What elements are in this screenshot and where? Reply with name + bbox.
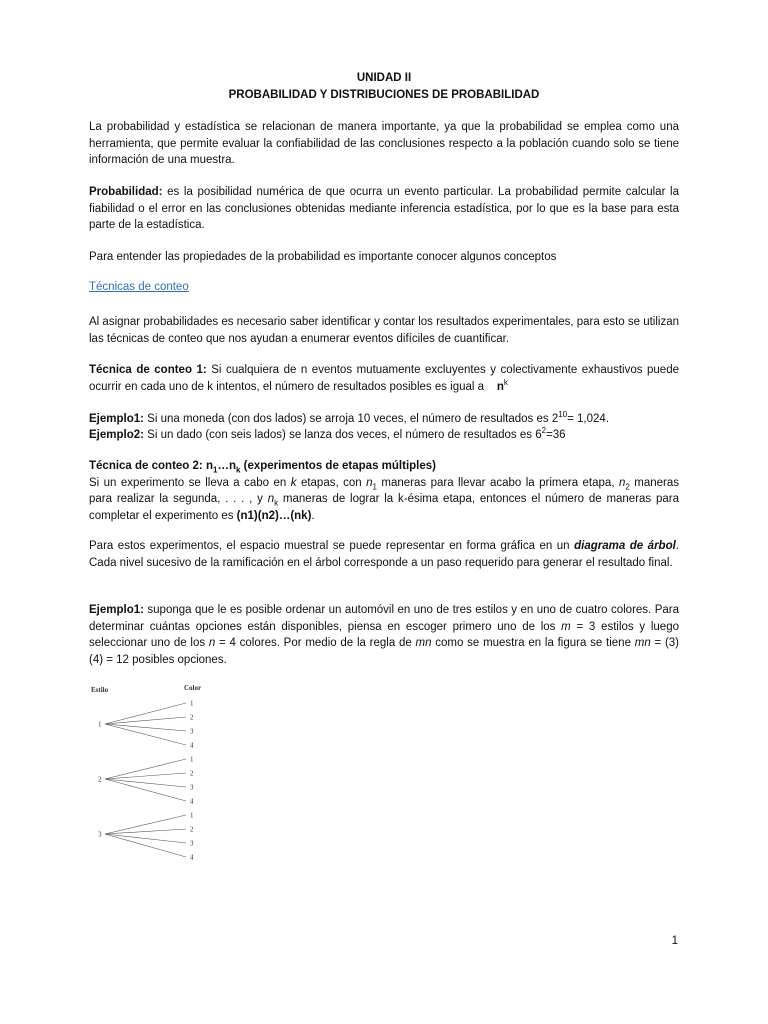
tree-color-label: 4 <box>190 741 194 750</box>
ejemplo1-base: 2 <box>551 413 559 425</box>
tree-branch-line <box>105 717 186 724</box>
diagrama-paragraph: Para estos experimentos, el espacio muestral se puede representar en forma gráfica en un diagrama de árbol. Cada nivel sucesivo de la ramificación en el árbol corresponde a un paso requerido para generar el resultado final. <box>89 540 679 569</box>
intro-paragraph: La probabilidad y estadística se relacionan de manera importante, ya que la probabilidad se emplea como una herramienta, que permite evaluar la confiabilidad de las conclusiones respecto a la población cuando solo se tiene información de una muestra. <box>89 121 679 166</box>
tecnica1-term: Técnica de conteo 1: <box>89 364 207 376</box>
tecnica1-formula-base: n <box>496 380 504 393</box>
tree-branch-line <box>105 834 186 857</box>
tree-color-label: 1 <box>190 755 194 764</box>
unit-heading: UNIDAD II <box>356 72 412 84</box>
page-number: 1 <box>671 935 678 947</box>
tecnicas-conteo-link[interactable]: Técnicas de conteo <box>89 281 189 293</box>
tecnica2-formula: (n1)(n2)…(nk) <box>236 509 312 522</box>
tree-color-label: 3 <box>190 839 194 848</box>
tree-style-label: 3 <box>98 830 102 839</box>
ejemplo1-text: Si una moneda (con dos lados) se arroja 10 veces, el número de resultados es <box>143 413 552 425</box>
ejemplo2-text: Si un dado (con seis lados) se lanza dos veces, el número de resultados es <box>143 429 536 441</box>
tree-branch-line <box>105 829 186 834</box>
tecnica2-heading: Técnica de conteo 2: $n_1\dots n_k$ (experimentos de etapas múltiples) <box>89 460 436 475</box>
tree-branch-line <box>105 703 186 724</box>
tree-diagram <box>89 683 229 863</box>
tree-header-color: Color <box>184 684 202 692</box>
ejemplo-auto-term: Ejemplo1: <box>89 604 144 616</box>
document-title: PROBABILIDAD Y DISTRIBUCIONES DE PROBABILIDAD <box>228 89 540 101</box>
tree-branch-line <box>105 834 186 843</box>
ejemplo2-result: =36 <box>546 429 566 441</box>
tecnica1-text: Si cualquiera de n eventos mutuamente excluyentes y colectivamente exhaustivos puede ocurrir en cada uno de k intentos, el número de resultados posibles es igual a <box>89 364 679 393</box>
tree-color-label: 2 <box>190 713 194 722</box>
tree-color-label: 4 <box>190 853 194 862</box>
ejemplo2-exp: 2 <box>541 426 547 436</box>
asignar-paragraph: Al asignar probabilidades es necesario saber identificar y contar los resultados experimentales, para esto se utilizan las técnicas de conteo que nos ayudan a enumerar eventos difíciles de cuantificar. <box>89 316 680 345</box>
tree-branch-line <box>105 779 186 787</box>
ejemplo2-term: Ejemplo2: <box>89 429 144 441</box>
tree-branch-line <box>105 779 186 801</box>
ejemplo1-paragraph <box>89 411 679 428</box>
tree-branch-line <box>105 724 186 731</box>
ejemplo1-term: Ejemplo1: <box>89 413 144 425</box>
ejemplo2-paragraph <box>89 427 679 444</box>
tree-branch-line <box>105 815 186 834</box>
tecnica2-paragraph: Técnica de conteo 2: $n_1\dots n_k$ (experimentos de etapas múltiples) Si un experimento se lleva a cabo en k etapas, con $n_1$ maneras para llevar acabo la primera etapa, $n_2$ maneras para realizar la segunda, . . . , y $n_k$ maneras de lograr la k-ésima etapa, entonces el número de maneras para completar el experimento es (n1)(n2)…(nk). <box>89 460 679 522</box>
tecnica1-formula-exp: k <box>503 377 508 387</box>
tree-color-label: 4 <box>190 797 194 806</box>
tecnica1-paragraph <box>89 362 679 395</box>
tree-style-label: 1 <box>98 720 102 729</box>
tree-color-label: 3 <box>190 727 194 736</box>
ejemplo-auto-paragraph: Ejemplo1: suponga que le es posible ordenar un automóvil en uno de tres estilos y en uno de cuatro colores. Para determinar cuántas opciones están disponibles, piensa en escoger primero uno de los m = 3 estilos y luego seleccionar uno de los n = 4 colores. Por medio de la regla de mn como se muestra en la figura se tiene mn = (3)(4) = 12 posibles opciones. <box>89 604 679 666</box>
tree-color-label: 2 <box>190 769 194 778</box>
ejemplo1-result: = 1,024. <box>567 413 610 425</box>
ejemplo2-base: 6 <box>535 429 542 441</box>
tree-style-label: 2 <box>98 775 102 784</box>
diagrama-term: diagrama de árbol <box>574 540 676 552</box>
probabilidad-text: es la posibilidad numérica de que ocurra un evento particular. La probabilidad permite calcular la fiabilidad o el error en las conclusiones obtenidas mediante inferencia estadística, por lo que es la base para esta parte de la estadística. <box>89 186 679 231</box>
tree-color-label: 3 <box>190 783 194 792</box>
ejemplo1-exp: 10 <box>558 410 568 420</box>
tree-branch-line <box>105 724 186 745</box>
tree-color-label: 1 <box>190 811 194 820</box>
conceptos-paragraph: Para entender las propiedades de la probabilidad es importante conocer algunos conceptos <box>89 251 557 263</box>
tree-color-label: 2 <box>190 825 194 834</box>
tree-header-estilo: Estilo <box>91 686 109 694</box>
tree-branches <box>98 700 194 862</box>
probabilidad-term: Probabilidad: <box>89 186 163 198</box>
tree-color-label: 1 <box>190 699 194 708</box>
probabilidad-paragraph <box>89 184 679 234</box>
